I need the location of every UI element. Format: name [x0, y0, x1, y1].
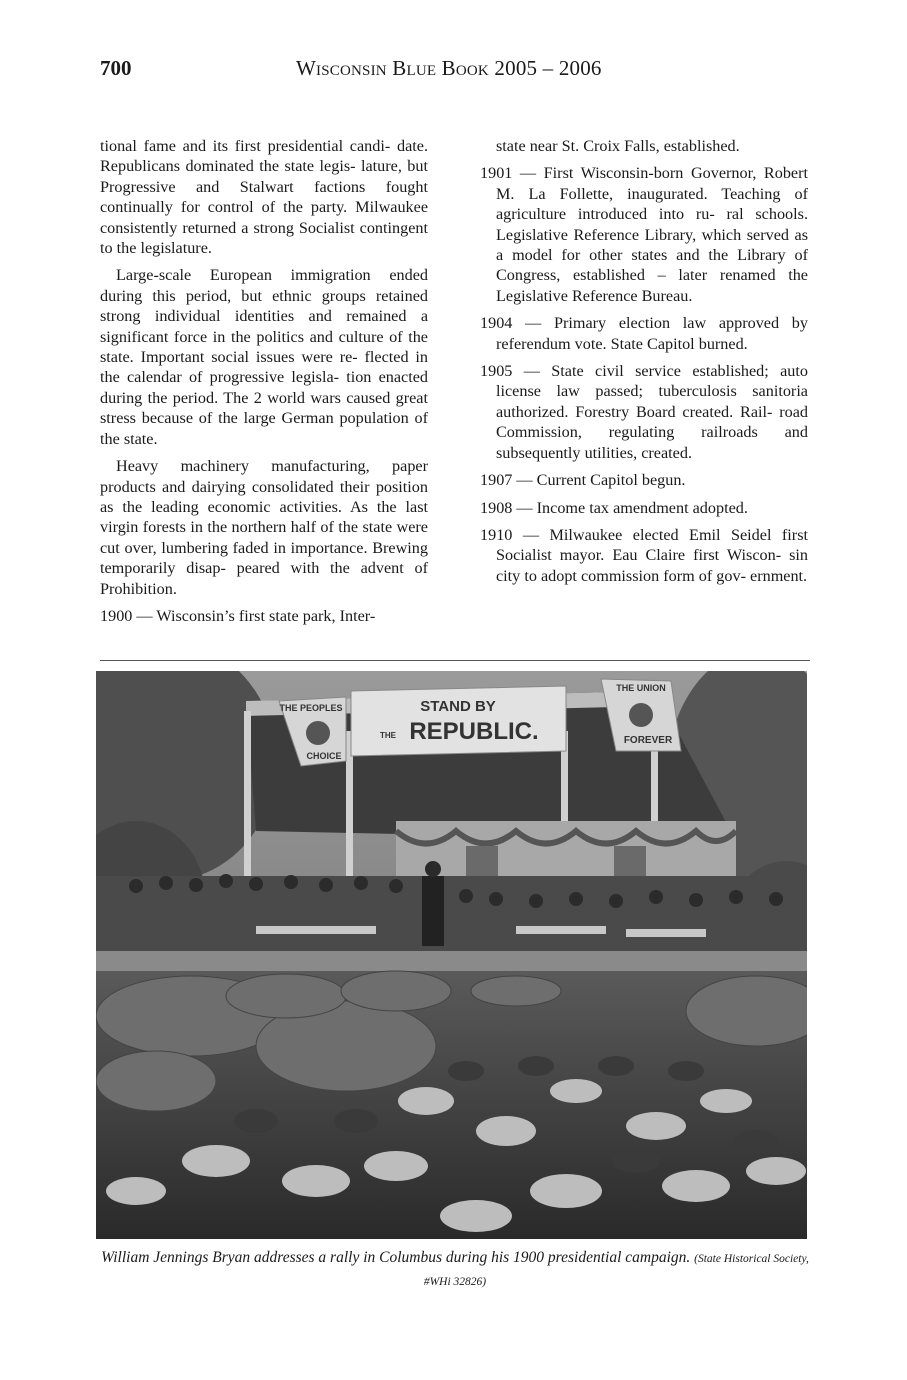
timeline-entry: 1908 — Income tax amendment adopted.: [480, 498, 748, 517]
banner-text: STAND BY: [420, 698, 496, 715]
banner-text: THE: [380, 731, 396, 740]
banner-text: THE UNION: [616, 683, 666, 693]
banner-text: CHOICE: [306, 751, 342, 761]
paragraph: tional fame and its first presidential candi- date. Republicans dominated the state legis- lature, but Progressive and Stalwart factions fought continually for control of the party. Milwaukee consistently returned a strong Socialist contingent to the legislature.: [100, 137, 428, 258]
timeline-entry: 1907 — Current Capitol begun.: [480, 471, 686, 490]
caption-text: William Jennings Bryan addresses a rally in Columbus during his 1900 presidential campaign.: [101, 1249, 691, 1266]
banner-text: THE PEOPLES: [279, 703, 343, 713]
caption-credit: (State Historical Society, #WHi 32826): [423, 1253, 809, 1288]
left-column: [100, 136, 428, 633]
timeline-entry-continued: state near St. Croix Falls, established.: [496, 137, 740, 155]
banner-text: FOREVER: [623, 735, 673, 746]
photo-caption: [100, 1247, 810, 1293]
right-column: [480, 136, 808, 593]
page-number: 700: [100, 56, 132, 80]
timeline-entry: 1904 — Primary election law approved by referendum vote. State Capitol burned.: [480, 314, 808, 353]
banner-text: REPUBLIC.: [409, 718, 539, 745]
timeline-entry: 1910 — Milwaukee elected Emil Seidel first Socialist mayor. Eau Claire first Wiscon- sin city to adopt commission form of gov- ernment.: [480, 525, 808, 585]
timeline-entry: 1905 — State civil service established; auto license law passed; tuberculosis sanitoria authorized. Forestry Board created. Rail- road Commission, regulating railroads and subsequently utilities, created.: [480, 362, 808, 462]
paragraph: Heavy machinery manufacturing, paper products and dairying consolidated their position as the leading economic activities. As the last virgin forests in the northern half of the state were cut over, lumbering faded in importance. Brewing temporarily disap- peared with the advent of Prohibition.: [100, 457, 428, 598]
timeline-entry: 1901 — First Wisconsin-born Governor, Robert M. La Follette, inaugurated. Teaching of agriculture introduced into ru- ral schools. Legislative Reference Library, which served as a model for other states and the Library of Congress, established – later renamed the Legislative Reference Bureau.: [480, 164, 808, 305]
timeline-entry: 1900 — Wisconsin’s first state park, Inter-: [100, 606, 376, 625]
horizontal-rule: [100, 660, 810, 661]
running-head: Wisconsin Blue Book 2005 – 2006: [296, 56, 602, 80]
rally-photograph: [96, 671, 807, 1239]
paragraph: Large-scale European immigration ended during this period, but ethnic groups retained strong individual identities and remained a significant force in the politics and culture of the state. Important social issues were re- flected in the calendar of progressive legisla- tion enacted during the period. The 2 world wars caused great stress because of the large German population of the state.: [100, 266, 428, 448]
